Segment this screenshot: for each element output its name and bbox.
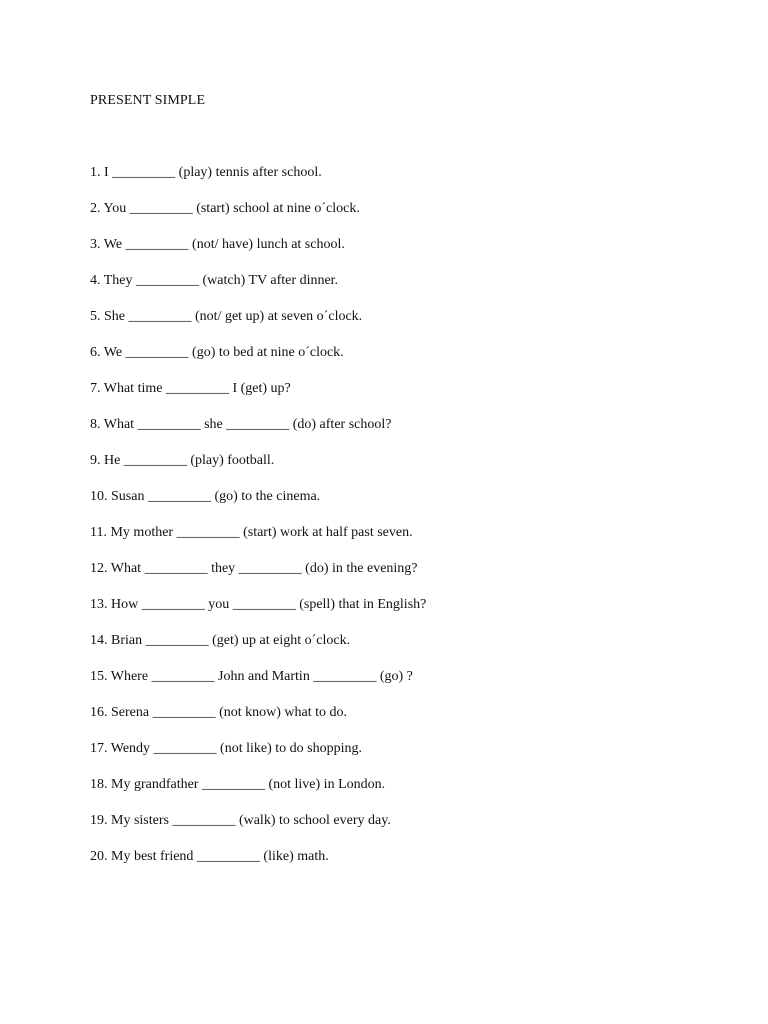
exercise-item-1: 1. I _________ (play) tennis after school. bbox=[90, 165, 322, 180]
exercise-item-6: 6. We _________ (go) to bed at nine o´clock. bbox=[90, 345, 344, 360]
exercise-item-13: 13. How _________ you _________ (spell) that in English? bbox=[90, 597, 427, 612]
exercise-item-3: 3. We _________ (not/ have) lunch at school. bbox=[90, 237, 345, 252]
exercise-item-9: 9. He _________ (play) football. bbox=[90, 453, 275, 468]
exercise-item-20: 20. My best friend _________ (like) math. bbox=[90, 849, 329, 864]
exercise-item-10: 10. Susan _________ (go) to the cinema. bbox=[90, 489, 321, 504]
exercise-item-7: 7. What time _________ I (get) up? bbox=[90, 381, 291, 396]
exercise-item-14: 14. Brian _________ (get) up at eight o´clock. bbox=[90, 633, 351, 648]
exercise-item-11: 11. My mother _________ (start) work at half past seven. bbox=[90, 525, 413, 540]
exercise-item-5: 5. She _________ (not/ get up) at seven o´clock. bbox=[90, 309, 363, 324]
exercise-item-12: 12. What _________ they _________ (do) in the evening? bbox=[90, 561, 418, 576]
exercise-item-2: 2. You _________ (start) school at nine o´clock. bbox=[90, 201, 360, 216]
exercise-item-8: 8. What _________ she _________ (do) after school? bbox=[90, 417, 392, 432]
exercise-item-17: 17. Wendy _________ (not like) to do shopping. bbox=[90, 741, 362, 756]
exercise-list bbox=[90, 164, 426, 884]
exercise-item-4: 4. They _________ (watch) TV after dinner. bbox=[90, 273, 339, 288]
exercise-item-16: 16. Serena _________ (not know) what to do. bbox=[90, 705, 348, 720]
exercise-item-18: 18. My grandfather _________ (not live) in London. bbox=[90, 777, 386, 792]
exercise-item-19: 19. My sisters _________ (walk) to school every day. bbox=[90, 813, 391, 828]
page-title: PRESENT SIMPLE bbox=[90, 93, 206, 108]
exercise-item-15: 15. Where _________ John and Martin _________ (go) ? bbox=[90, 669, 413, 684]
